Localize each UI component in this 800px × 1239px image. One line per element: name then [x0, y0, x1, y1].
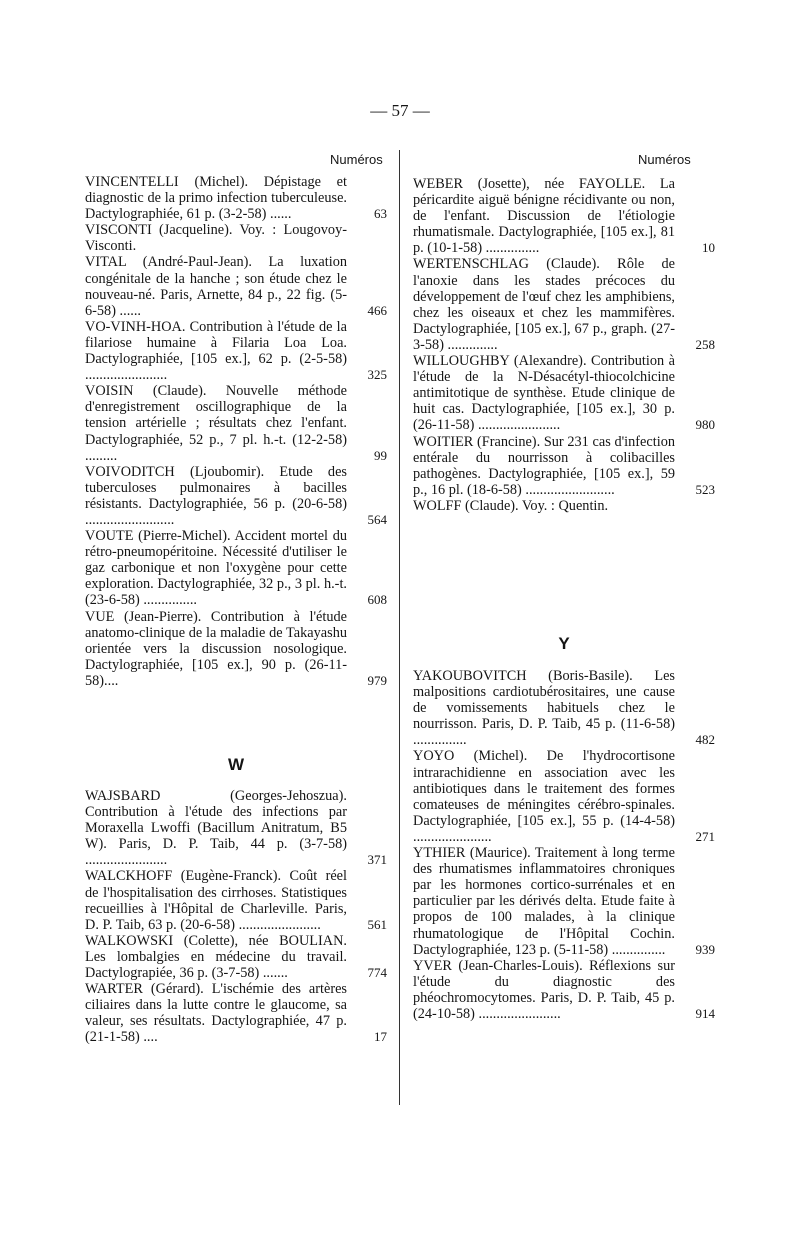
- index-entry: [85, 383, 387, 463]
- right-column-header: Numéros: [638, 152, 691, 167]
- index-entry: [413, 748, 715, 845]
- index-entry: [413, 498, 715, 514]
- left-entries-v: [85, 174, 387, 689]
- entry-text: VO-VINH-HOA. Contribution à l'étude de la filariose humaine à Filaria Loa Loa. Dactylographiée, [105 ex.], 62 p. (2-5-58) .......................: [85, 318, 347, 384]
- entry-text: WEBER (Josette), née FAYOLLE. La péricardite aiguë bénigne récidivante ou non, de l'enfant. Discussion de l'étiologie rhumatismale. Dactylographiée, [105 ex.], 81 p. (10-1-58) ...............: [413, 176, 675, 257]
- index-entry: [85, 868, 387, 932]
- index-entry: [85, 933, 387, 981]
- index-entry: [85, 981, 387, 1045]
- entry-text: YOYO (Michel). De l'hydrocortisone intrarachidienne en association avec les antibiotiques dans le traitement des formes comateuses de méningites cérébro-spinales. Dactylographiée, [105 ex.], 55 p. (14-4-58) ......................: [413, 748, 675, 845]
- entry-number: 774: [367, 965, 387, 981]
- entry-text: VISCONTI (Jacqueline). Voy. : Lougovoy-Visconti.: [85, 222, 347, 255]
- index-entry: [85, 319, 387, 383]
- entry-number: 466: [367, 302, 387, 318]
- entry-number: 523: [695, 481, 715, 497]
- entry-text: VOUTE (Pierre-Michel). Accident mortel du rétro-pneumopéritoine. Nécessité d'utiliser le gaz carbonique et non l'oxygène pour cette exploration. Dactylographiée, 32 p., 3 pl. h.-t. (23-6-58) ...............: [85, 528, 347, 609]
- entry-number: 17: [374, 1029, 387, 1045]
- entry-number: 325: [367, 367, 387, 383]
- index-entry: [413, 353, 715, 433]
- entry-number: 258: [695, 336, 715, 352]
- entry-number: 939: [695, 941, 715, 957]
- entry-text: WOITIER (Francine). Sur 231 cas d'infection entérale du nourrisson à colibacilles pathogènes. Dactylographiée, [105 ex.], 59 p., 16 pl. (18-6-58) .........................: [413, 433, 675, 498]
- index-entry: [413, 434, 715, 498]
- entry-number: 271: [695, 828, 715, 844]
- entry-text: YAKOUBOVITCH (Boris-Basile). Les malpositions cardiotubérositaires, une cause de vomissements habituels chez le nourrisson. Paris, D. P. Taib, 45 p. (11-6-58) ...............: [413, 668, 675, 749]
- right-entries-w: [413, 176, 715, 514]
- left-column-header: Numéros: [330, 152, 383, 167]
- entry-text: WARTER (Gérard). L'ischémie des artères ciliaires dans la lutte contre le glaucome, sa valeur, ses résultats. Dactylographiée, 47 p. (21-1-58) ....: [85, 981, 347, 1046]
- index-entry: [85, 528, 387, 608]
- entry-text: WALKOWSKI (Colette), née BOULIAN. Les lombalgies en médecine du travail. Dactylograpiée, 36 p. (3-7-58) .......: [85, 932, 347, 982]
- entry-text: VINCENTELLI (Michel). Dépistage et diagnostic de la primo infection tuberculeuse. Dactylographiée, 61 p. (3-2-58) ......: [85, 174, 347, 223]
- entry-number: 979: [367, 672, 387, 688]
- right-entries-y: [413, 668, 715, 1022]
- column-divider: [399, 150, 400, 1105]
- entry-number: 10: [702, 240, 715, 256]
- entry-number: 99: [374, 447, 387, 463]
- entry-number: 980: [695, 417, 715, 433]
- index-entry: [85, 222, 387, 254]
- index-entry: [85, 788, 387, 868]
- entry-text: VOIVODITCH (Ljoubomir). Etude des tuberculoses pulmonaires à bacilles résistants. Dactylographiée, 56 p. (20-6-58) .........................: [85, 463, 347, 528]
- index-entry: [85, 609, 387, 689]
- entry-text: VITAL (André-Paul-Jean). La luxation congénitale de la hanche ; son étude chez le nouveau-né. Paris, Arnette, 84 p., 22 fig. (5-6-58) ......: [85, 254, 347, 319]
- entry-number: 608: [367, 592, 387, 608]
- entry-number: 371: [367, 852, 387, 868]
- index-entry: [413, 668, 715, 748]
- index-entry: [413, 256, 715, 353]
- index-entry: [413, 845, 715, 958]
- index-entry: [85, 174, 387, 222]
- entry-number: 561: [367, 916, 387, 932]
- index-entry: [85, 464, 387, 528]
- section-letter-w: W: [227, 755, 245, 774]
- section-letter-y: Y: [558, 634, 570, 653]
- index-entry: [413, 958, 715, 1022]
- index-entry: [85, 254, 387, 318]
- entry-text: WAJSBARD (Georges-Jehoszua). Contribution à l'étude des infections par Moraxella Lwoffi (Bacillum Anitratum, B5 W). Paris, D. P. Taib, 44 p. (3-7-58) .......................: [85, 788, 347, 869]
- entry-number: 482: [695, 732, 715, 748]
- entry-text: YVER (Jean-Charles-Louis). Réflexions sur l'étude du diagnostic des phéochromocytomes. Paris, D. P. Taib, 45 p. (24-10-58) .......................: [413, 957, 675, 1022]
- entry-text: WOLFF (Claude). Voy. : Quentin.: [413, 497, 609, 514]
- left-entries-w: [85, 788, 387, 1046]
- page-number: — 57 —: [370, 101, 430, 120]
- entry-number: 564: [367, 511, 387, 527]
- entry-text: VUE (Jean-Pierre). Contribution à l'étude anatomo-clinique de la maladie de Takayashu orientée vers la discussion nosologique. Dactylographiée, [105 ex.], 90 p. (26-11-58)....: [85, 608, 347, 689]
- entry-text: WERTENSCHLAG (Claude). Rôle de l'anoxie dans les stades précoces du développement de l'œuf chez les amphibiens, chez les oiseaux et chez les mammifères. Dactylographiée, [105 ex.], 67 p., graph. (27-3-58) ..............: [413, 256, 675, 353]
- entry-text: YTHIER (Maurice). Traitement à long terme des rhumatismes inflammatoires chroniques par les hormones cortico-surrénales et en particulier par les dérivés delta. Etude faite à propos de 100 malades, à la clinique rhumatologique de l'Hôpital Cochin. Dactylographiée, 123 p. (5-11-58) ...............: [413, 845, 675, 958]
- index-entry: [413, 176, 715, 256]
- entry-number: 914: [695, 1005, 715, 1021]
- entry-text: VOISIN (Claude). Nouvelle méthode d'enregistrement oscillographique de la tension artérielle ; résultats chez l'enfant. Dactylographiée, 52 p., 7 pl. h.-t. (12-2-58) .........: [85, 383, 347, 464]
- entry-text: WALCKHOFF (Eugène-Franck). Coût réel de l'hospitalisation des cirrhoses. Statistiques recueillies à l'Hôpital de Charleville. Paris, D. P. Taib, 63 p. (20-6-58) .......................: [85, 868, 347, 933]
- entry-text: WILLOUGHBY (Alexandre). Contribution à l'étude de la N-Désacétyl-thiocolchicine antimitotique de synthèse. Etude clinique de huit cas. Dactylographiée, [105 ex.], 30 p. (26-11-58) .......................: [413, 353, 675, 434]
- entry-number: 63: [374, 206, 387, 222]
